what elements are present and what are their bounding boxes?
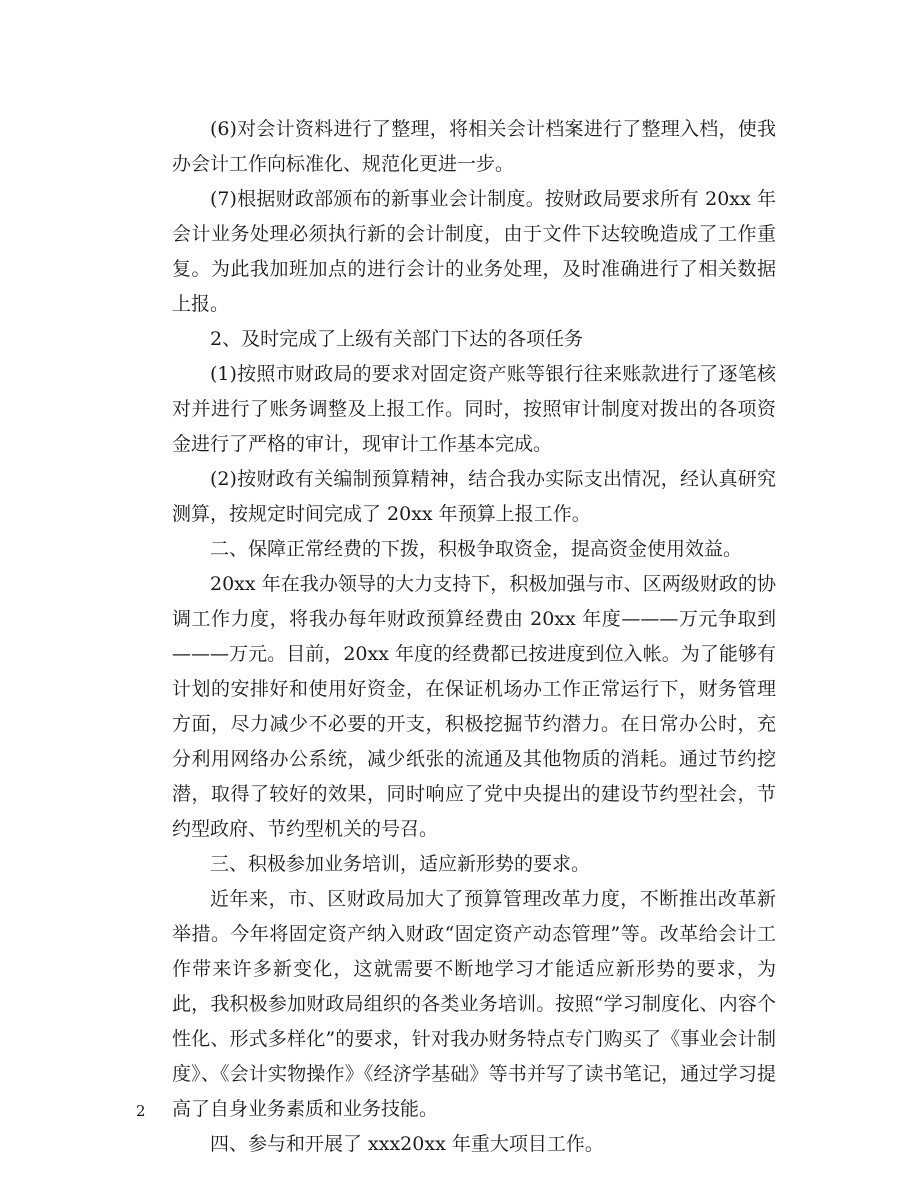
paragraph-1-assets: (1)按照市财政局的要求对固定资产账等银行往来账款进行了逐笔核对并进行了账务调整及上报工作。同时，按照审计制度对拨出的各项资金进行了严格的审计，现审计工作基本完成。 <box>172 363 776 455</box>
paragraph-6-archive: (6)对会计资料进行了整理，将相关会计档案进行了整理入档，使我办会计工作向标准化、规范化更进一步。 <box>172 118 776 175</box>
section-heading-2: 2、及时完成了上级有关部门下达的各项任务 <box>210 328 584 350</box>
paragraph-funding: 20xx 年在我办领导的大力支持下，积极加强与市、区两级财政的协调工作力度，将我办每年财政预算经费由 20xx 年度———万元争取到———万元。目前，20xx 年度的经费都已按进度到位入帐。为了能够有计划的安排好和使用好资金，在保证机场办工作正常运行下，财务管理方面，尽力减少不必要的开支，积极挖掘节约潜力。在日常办公时，充分利用网络办公系统，减少纸张的流通及其他物质的消耗。通过节约挖潜，取得了较好的效果，同时响应了党中央提出的建设节约型社会，节约型政府、节约型机关的号召。 <box>172 573 776 840</box>
paragraph-7-new-system: (7)根据财政部颁布的新事业会计制度。按财政局要求所有 20xx 年会计业务处理必须执行新的会计制度，由于文件下达较晚造成了工作重复。为此我加班加点的进行会计的业务处理，及时准确进行了相关数据上报。 <box>172 188 776 315</box>
document-body <box>172 112 776 1162</box>
paragraph-training: 近年来，市、区财政局加大了预算管理改革力度，不断推出改革新举措。今年将固定资产纳入财政“固定资产动态管理”等。改革给会计工作带来许多新变化，这就需要不断地学习才能适应新形势的要求，为此，我积极参加财政局组织的各类业务培训。按照“学习制度化、内容个性化、形式多样化”的要求，针对我办财务特点专门购买了《事业会计制度》、《会计实物操作》《经济学基础》等书并写了读书笔记，通过学习提高了自身业务素质和业务技能。 <box>172 888 776 1120</box>
section-heading-san: 三、积极参加业务培训，适应新形势的要求。 <box>210 853 591 875</box>
page-number: 2 <box>136 1102 146 1120</box>
paragraph-2-budget: (2)按财政有关编制预算精神，结合我办实际支出情况，经认真研究测算，按规定时间完成了 20xx 年预算上报工作。 <box>172 468 776 525</box>
section-heading-er: 二、保障正常经费的下拨，积极争取资金，提高资金使用效益。 <box>210 538 743 560</box>
section-heading-si: 四、参与和开展了 xxx20xx 年重大项目工作。 <box>210 1133 604 1155</box>
